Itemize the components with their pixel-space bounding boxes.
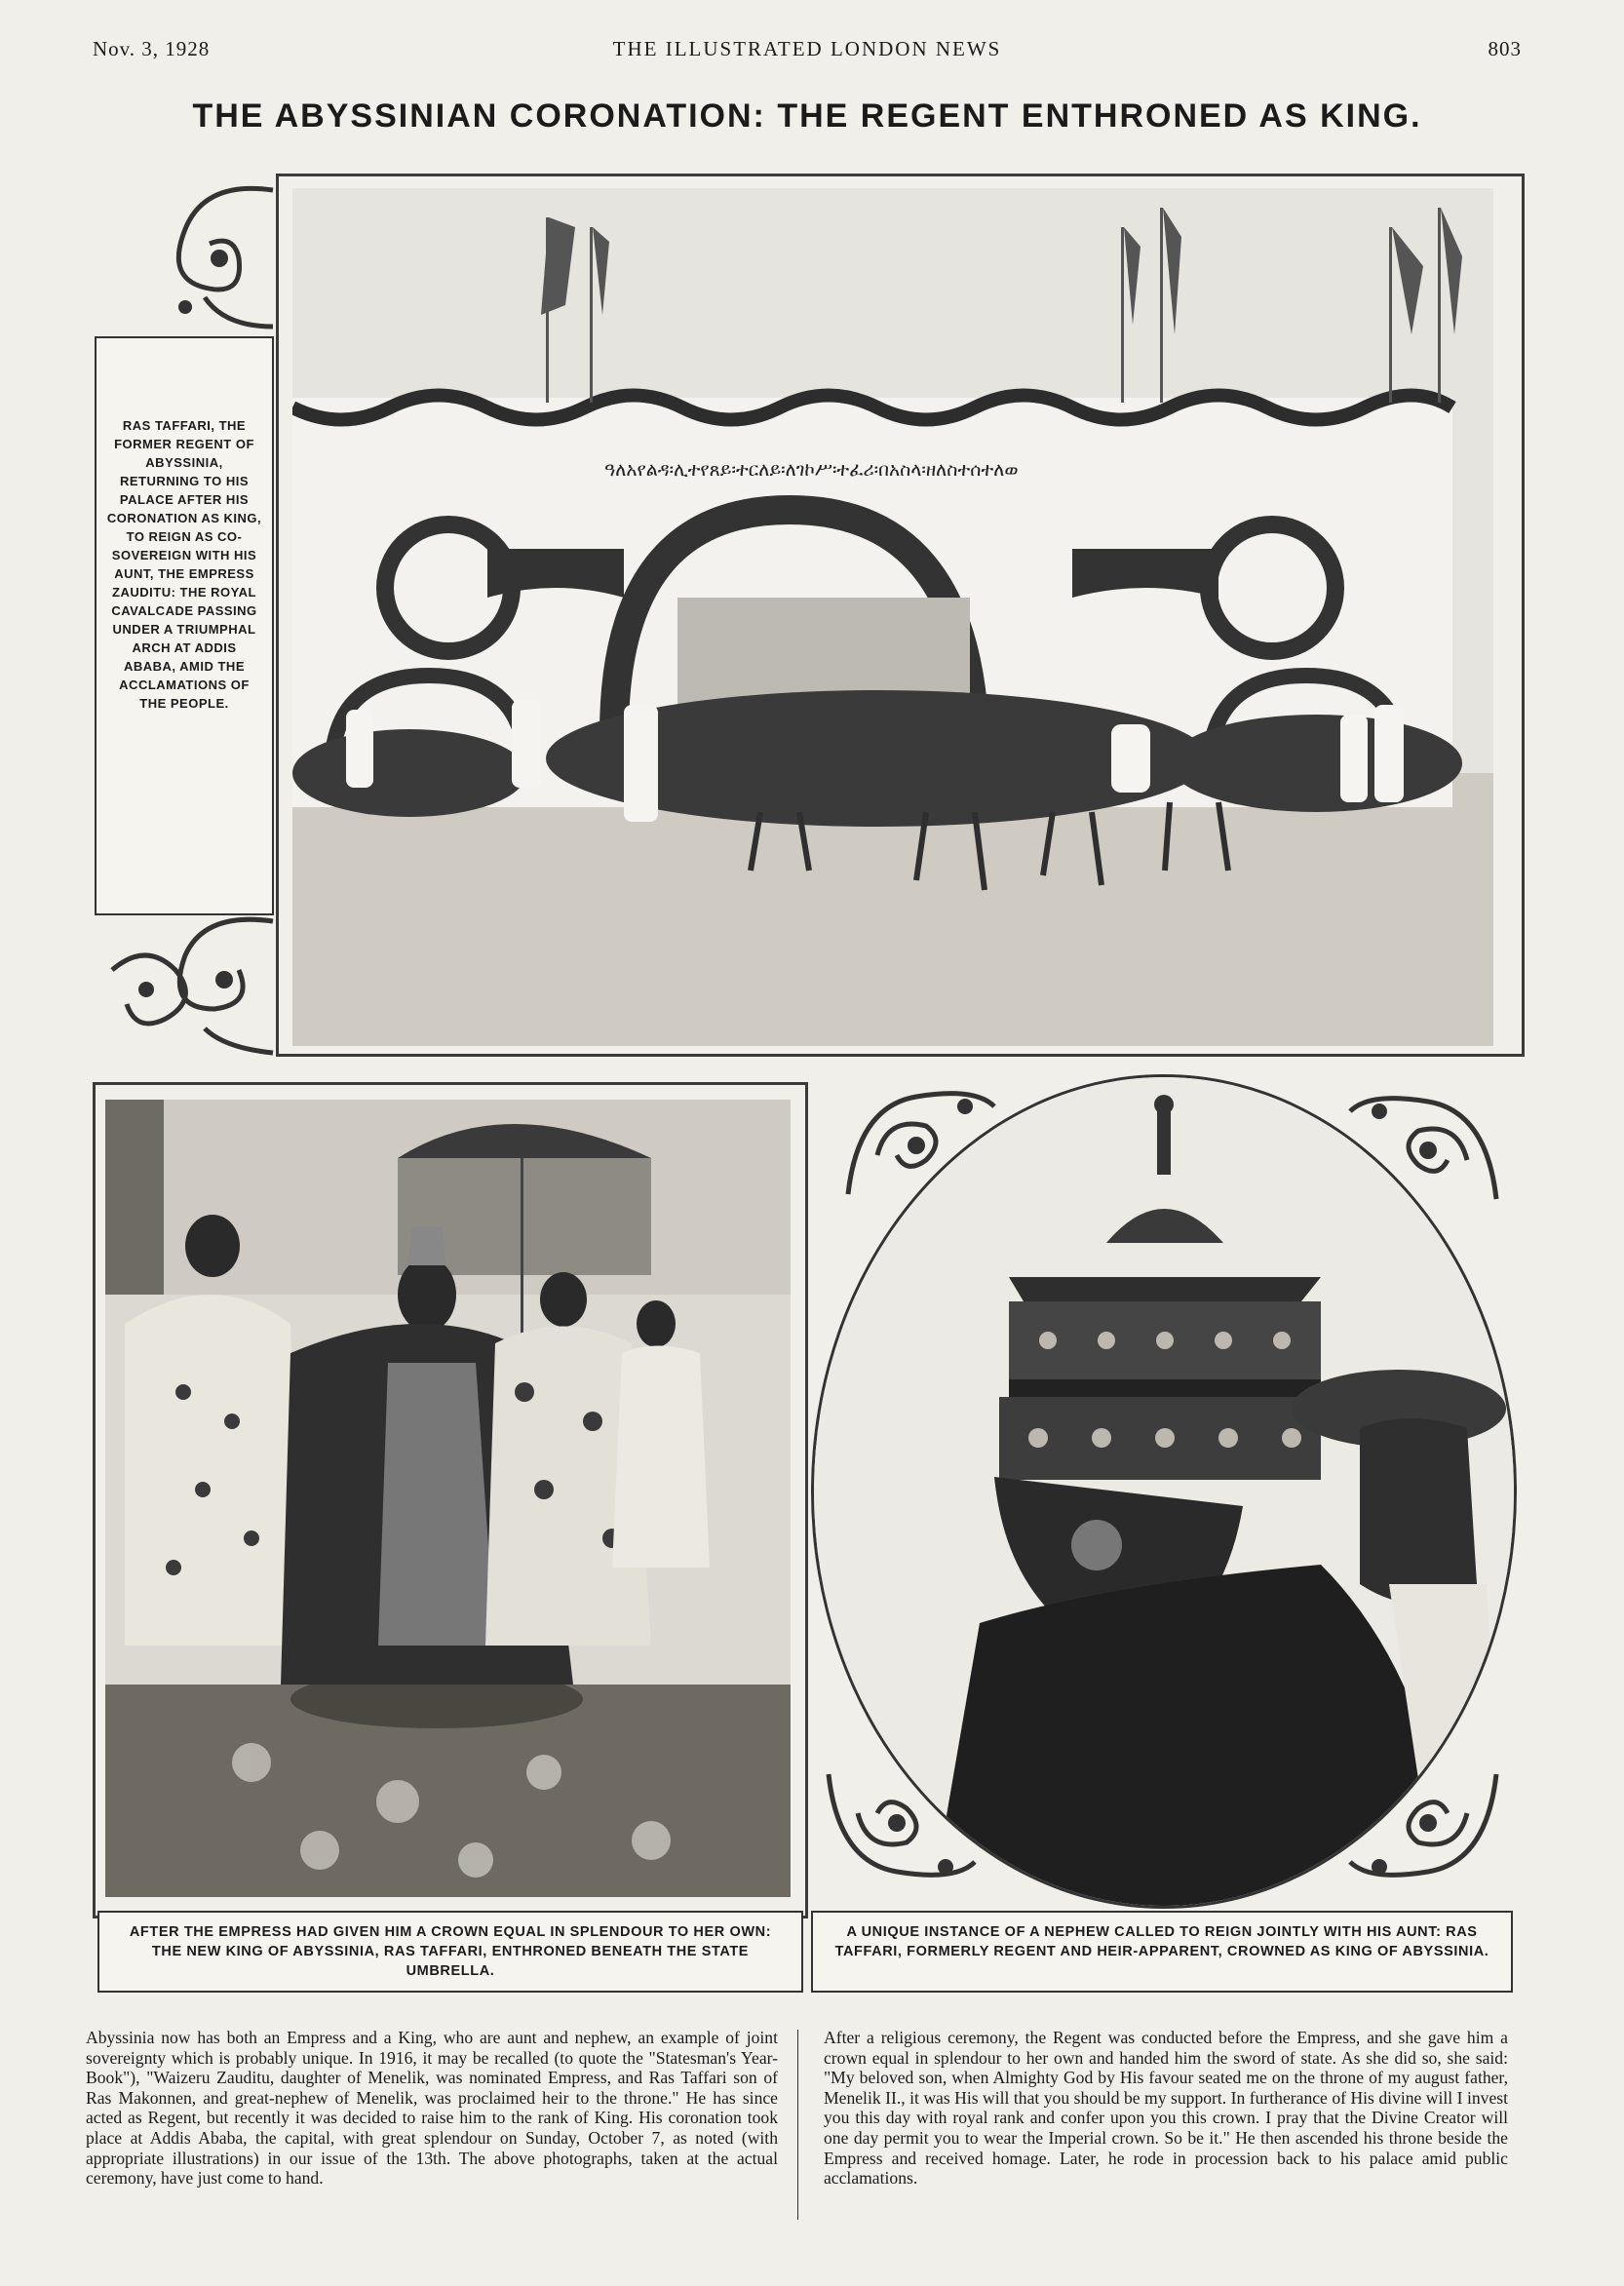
issue-date: Nov. 3, 1928	[93, 37, 211, 60]
scroll-ornament-icon	[107, 911, 278, 1058]
top-photo-caption: RAS TAFFARI, THE FORMER REGENT OF ABYSSINIA, RETURNING TO HIS PALACE AFTER HIS CORONATION AS KING, TO REIGN AS CO-SOVEREIGN WITH HIS AUNT, THE EMPRESS ZAUDITU: THE ROYAL CAVALCADE PASSING UNDER A TRIUMPHAL ARCH AT ADDIS ABABA, AMID THE ACCLAMATIONS OF THE PEOPLE.	[106, 418, 262, 711]
cavalcade-photo	[292, 188, 1493, 1046]
article-column-2: After a religious ceremony, the Regent was conducted before the Empress, and she gave him a crown equal in splendour to her own and handed him the sword of state. As she did so, she said: "My beloved son, when Almighty God by His favour seated me on the throne of my august father, Menelik II., it was His will that you should be my support. In furtherance of His divine will I invest you this day with royal rank and confer upon you this crown. I pray that the Divine Creator will one day permit you to wear the Imperial crown. So be it." He then ascended his throne beside the Empress and received homage. Later, he rode in procession back to his palace amid public acclamations.	[824, 2028, 1508, 2189]
side-caption-box	[95, 336, 274, 915]
publication-title: THE ILLUSTRATED LONDON NEWS	[612, 37, 1002, 60]
arch-inscription: ዓለአየልዳ፡ሊተየጸይ፡ተርለይ፡ለገኮሥ፡ተፈሪ፡በአስላ፡ዘለስተሰተለወ	[604, 459, 1019, 481]
enthroned-caption: AFTER THE EMPRESS HAD GIVEN HIM A CROWN EQUAL IN SPLENDOUR TO HER OWN: THE NEW KING OF ABYSSINIA, RAS TAFFARI, ENTHRONED BENEATH THE STATE UMBRELLA.	[129, 1924, 772, 1979]
page-number: 803	[1488, 37, 1522, 60]
page-headline: THE ABYSSINIAN CORONATION: THE REGENT ENTHRONED AS KING.	[192, 97, 1422, 135]
enthroned-photo	[105, 1100, 791, 1897]
column-divider	[797, 2030, 798, 2220]
enthroned-caption-box	[97, 1911, 803, 1993]
article-column-1: Abyssinia now has both an Empress and a King, who are aunt and nephew, an example of joint sovereignty which is probably unique. In 1916, it may be recalled (to quote the "Statesman's Year-Book"), "Waizeru Zauditu, daughter of Menelik, was nominated Empress, and Ras Taffari son of Ras Makonnen, and great-nephew of Menelik, was proclaimed heir to the throne." He has since acted as Regent, but recently it was decided to raise him to the rank of King. His coronation took place at Addis Ababa, the capital, with great splendour on Sunday, October 7, as noted (with appropriate illustrations) in our issue of the 13th. The above photographs, taken at the actual ceremony, have just come to hand.	[86, 2028, 778, 2189]
scroll-ornament-icon	[146, 180, 278, 331]
running-header	[93, 37, 1522, 66]
crowned-king-oval-photo	[811, 1074, 1517, 1909]
crowned-caption-box	[811, 1911, 1513, 1993]
crowned-caption: A UNIQUE INSTANCE OF A NEPHEW CALLED TO REIGN JOINTLY WITH HIS AUNT: RAS TAFFARI, FORMERLY REGENT AND HEIR-APPARENT, CROWNED AS KING OF ABYSSINIA.	[834, 1924, 1489, 1959]
